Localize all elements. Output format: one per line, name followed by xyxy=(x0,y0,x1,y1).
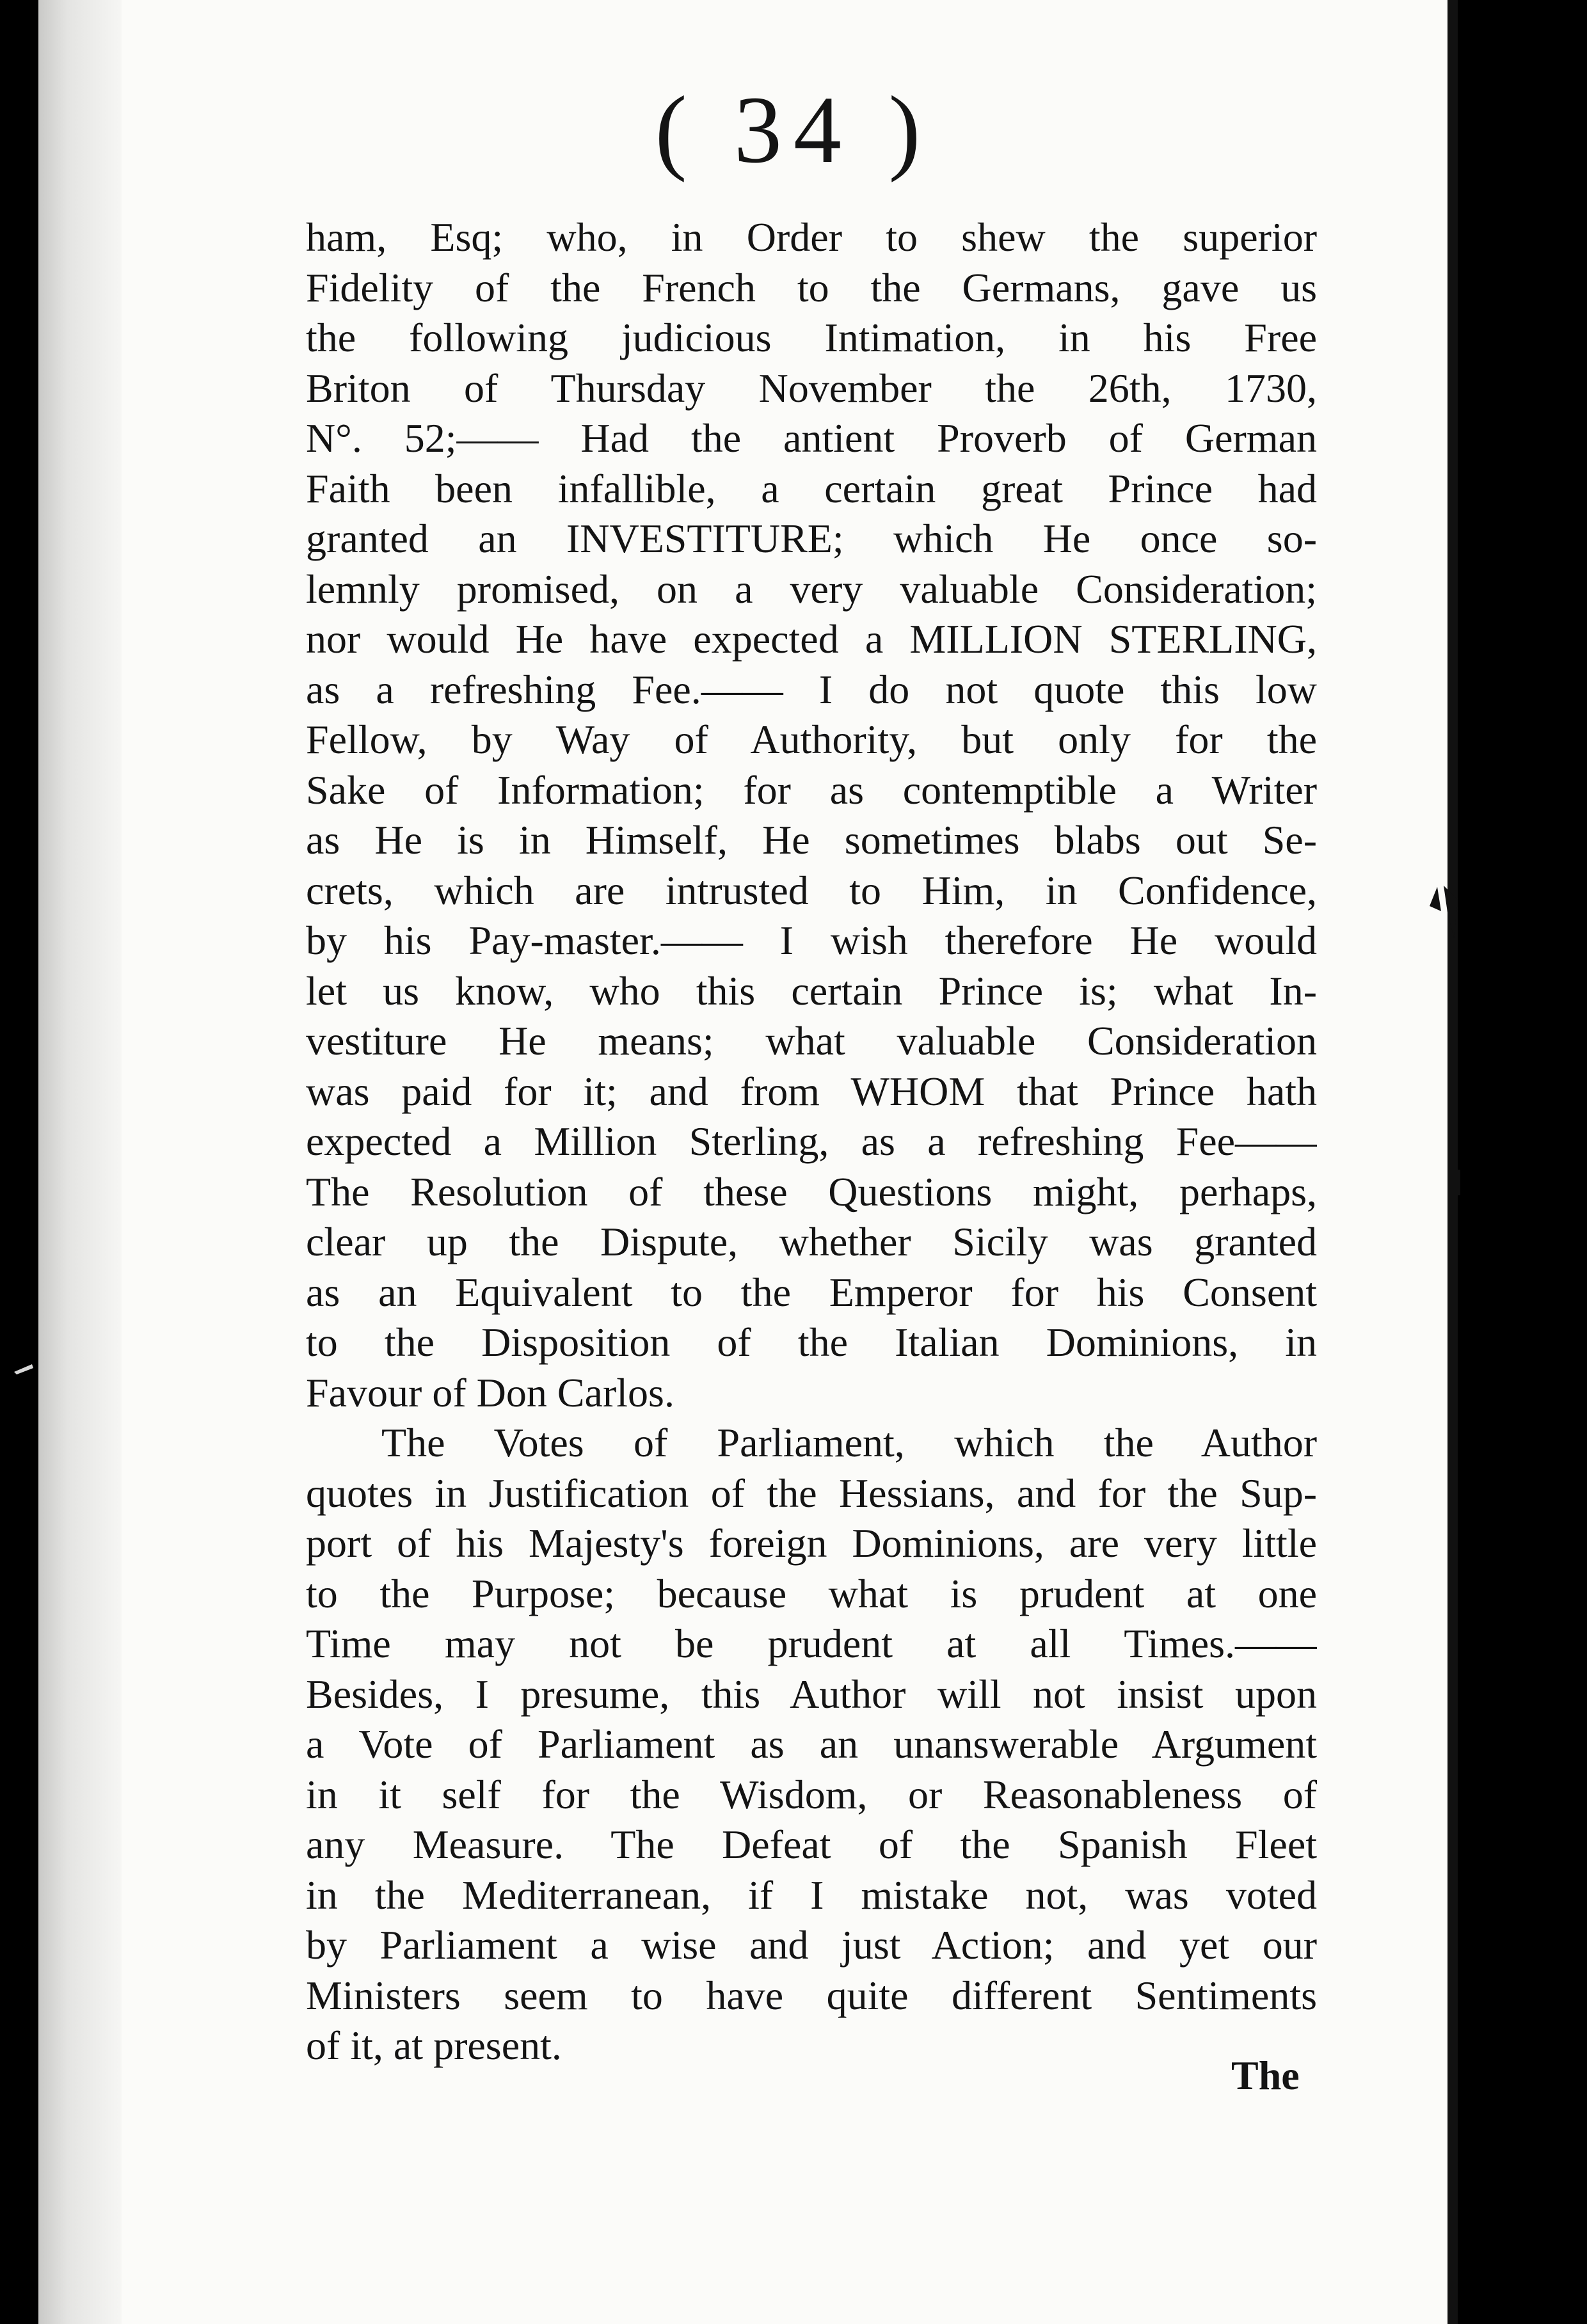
text-line: Sake of Information; for as contemptible a Writer xyxy=(306,767,1317,813)
text-line: clear up the Dispute, whether Sicily was granted xyxy=(306,1219,1317,1264)
text-line: any Measure. The Defeat of the Spanish Fleet xyxy=(306,1822,1317,1867)
ink-mark xyxy=(1424,874,1460,944)
text-line: by Parliament a wise and just Action; and yet our xyxy=(306,1922,1317,1968)
text-line: as He is in Himself, He sometimes blabs out Se- xyxy=(306,817,1317,863)
text-line: The Votes of Parliament, which the Author xyxy=(381,1420,1317,1465)
text-line: Fellow, by Way of Authority, but only for the xyxy=(306,717,1317,762)
text-line: N°. 52;—— Had the antient Proverb of German xyxy=(306,415,1317,461)
text-line: The Resolution of these Questions might, perhaps, xyxy=(306,1168,1317,1214)
text-line: Favour of Don Carlos. xyxy=(306,1369,674,1415)
text-line: granted an INVESTITURE; which He once so- xyxy=(306,516,1317,561)
text-line: Time may not be prudent at all Times.—— xyxy=(306,1621,1317,1666)
text-line: in the Mediterranean, if I mistake not, was voted xyxy=(306,1872,1317,1918)
text-line: ham, Esq; who, in Order to shew the superior xyxy=(306,214,1317,260)
text-line: quotes in Justification of the Hessians, and for the Sup- xyxy=(306,1470,1317,1516)
text-line: to the Purpose; because what is prudent at one xyxy=(306,1570,1317,1616)
text-line: to the Disposition of the Italian Dominions, in xyxy=(306,1319,1317,1365)
text-line: Besides, I presume, this Author will not insist upon xyxy=(306,1671,1317,1717)
text-line: by his Pay-master.—— I wish therefore He would xyxy=(306,918,1317,963)
text-line: lemnly promised, on a very valuable Consideration; xyxy=(306,566,1317,612)
text-line: vestiture He means; what valuable Consideration xyxy=(306,1018,1317,1063)
page-gutter-shadow xyxy=(38,0,122,2324)
text-line: nor would He have expected a MILLION STERLING, xyxy=(306,616,1317,662)
catchword: The xyxy=(1231,2053,1300,2098)
text-line: port of his Majesty's foreign Dominions, are very little xyxy=(306,1520,1317,1566)
text-line: in it self for the Wisdom, or Reasonableness of xyxy=(306,1771,1317,1817)
ink-speck xyxy=(13,1363,35,1374)
ink-blot xyxy=(1454,1170,1460,1195)
text-line: as an Equivalent to the Emperor for his Consent xyxy=(306,1269,1317,1315)
text-line: of it, at present. xyxy=(306,2023,562,2068)
text-line: let us know, who this certain Prince is; what In- xyxy=(306,967,1317,1014)
body-text xyxy=(306,212,1317,2071)
text-line: Ministers seem to have quite different Sentiments xyxy=(306,1972,1317,2018)
text-line: the following judicious Intimation, in his Free xyxy=(306,315,1317,360)
text-line: a Vote of Parliament as an unanswerable Argument xyxy=(306,1721,1317,1767)
text-line: expected a Million Sterling, as a refreshing Fee—— xyxy=(306,1118,1317,1164)
text-line: was paid for it; and from WHOM that Prince hath xyxy=(306,1068,1317,1114)
text-line: Fidelity of the French to the Germans, gave us xyxy=(306,264,1317,310)
text-line: Briton of Thursday November the 26th, 1730, xyxy=(306,365,1317,411)
text-line: as a refreshing Fee.—— I do not quote this low xyxy=(306,666,1317,712)
page-number: ( 34 ) xyxy=(655,77,932,183)
text-line: Faith been infallible, a certain great Prince had xyxy=(306,465,1317,511)
page-edge xyxy=(1447,0,1458,2324)
text-line: crets, which are intrusted to Him, in Confidence, xyxy=(306,867,1317,913)
